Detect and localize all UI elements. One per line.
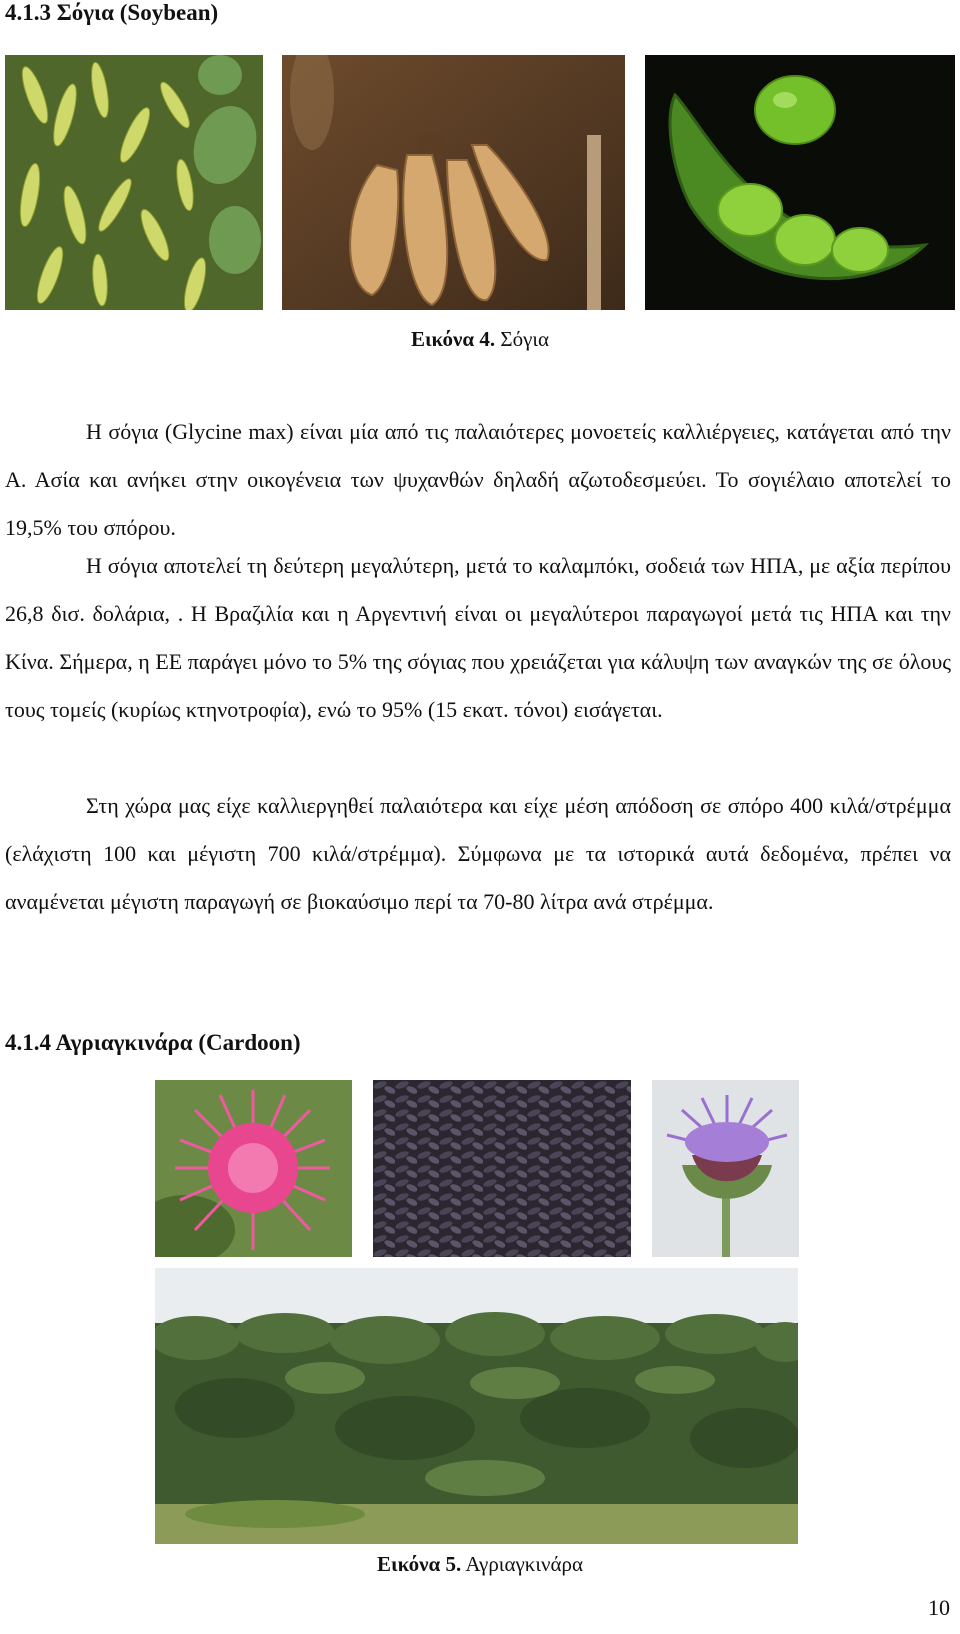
cardoon-seeds-photo xyxy=(373,1080,631,1257)
soybean-plant-photo xyxy=(5,55,263,310)
section-heading-soybean: 4.1.3 Σόγια (Soybean) xyxy=(5,0,219,25)
purple-cardoon-flower-photo xyxy=(652,1080,799,1257)
paragraph-soybean-production: Η σόγια αποτελεί τη δεύτερη μεγαλύτερη, μετά το καλαμπόκι, σοδειά των ΗΠΑ, με αξία περίπου 26,8 δισ. δολάρια, . Η Βραζιλία και η Αργεντινή είναι οι μεγαλύτεροι παραγωγοί μετά τις ΗΠΑ και την Κίνα. Σήμερα, η ΕΕ παράγει μόνο το 5% της σόγιας που χρειάζεται για κάλυψη των αναγκών της σε όλους τους τομείς (κυρίως κτηνοτροφία), ενώ το 95% (15 εκατ. τόνοι) εισάγεται. xyxy=(5,553,951,722)
cardoon-field-photo xyxy=(155,1268,798,1544)
green-soybean-pod-photo xyxy=(645,55,955,310)
figure-caption-label: Εικόνα 5. xyxy=(377,1552,462,1576)
pink-cardoon-flower-photo xyxy=(155,1080,352,1257)
dried-soybean-pods-photo xyxy=(282,55,625,310)
figure-caption-cardoon xyxy=(0,1552,960,1577)
figure-caption-label: Εικόνα 4. xyxy=(410,327,496,351)
paragraph-soybean-greece: Στη χώρα μας είχε καλλιεργηθεί παλαιότερα και είχε μέση απόδοση σε σπόρο 400 κιλά/στρέμμα (ελάχιστη 100 και μέγιστη 700 κιλά/στρέμμα). Σύμφωνα με τα ιστορικά αυτά δεδομένα, πρέπει να αναμένεται μέγιστη παραγωγή σε βιοκαύσιμο περί τα 70-80 λίτρα ανά στρέμμα. xyxy=(5,793,951,914)
figure-caption-text: Αγριαγκινάρα xyxy=(461,1552,583,1576)
page-number: 10 xyxy=(928,1595,950,1620)
figure-caption-text: Σόγια xyxy=(495,327,550,351)
section-heading-cardoon: 4.1.4 Αγριαγκινάρα (Cardoon) xyxy=(5,1030,301,1055)
figure-caption-soybean xyxy=(0,327,960,352)
paragraph-soybean-intro: Η σόγια (Glycine max) είναι μία από τις παλαιότερες μονοετείς καλλιέργειες, κατάγεται από την Α. Ασία και ανήκει στην οικογένεια των ψυχανθών δηλαδή αζωτοδεσμεύει. Το σογιέλαιο αποτελεί το 19,5% του σπόρου. xyxy=(5,419,951,540)
